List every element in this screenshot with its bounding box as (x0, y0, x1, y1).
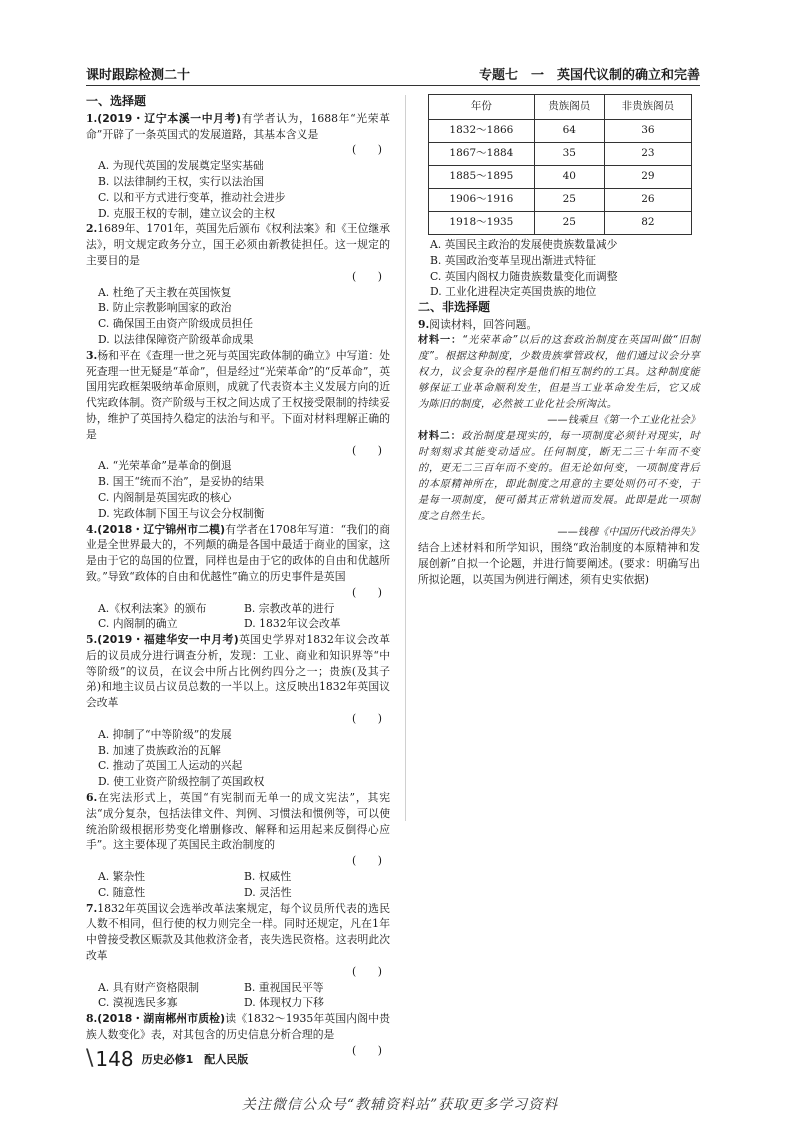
table-cell: 1885～1895 (429, 166, 535, 189)
material-citation: ——钱穆《中国历代政治得失》 (557, 526, 700, 538)
option-c: C. 推动了英国工人运动的兴起 (98, 759, 243, 773)
table-cell: 23 (604, 143, 691, 166)
question-intro: 阅读材料，回答问题。 (429, 317, 538, 331)
question-source: (2018・辽宁锦州市二模) (97, 522, 226, 536)
table-cell: 1918～1935 (429, 212, 535, 235)
answer-paren: ( ) (351, 269, 382, 283)
question-stem (86, 111, 390, 158)
option-a: A. 具有财产资格限制 (98, 980, 200, 994)
question-5 (86, 632, 390, 790)
answer-paren: ( ) (351, 143, 382, 157)
page-slash-icon: \ (86, 1046, 94, 1071)
question-2 (86, 221, 390, 347)
question-number: 7. (86, 901, 98, 915)
option-d: D. 使工业资产阶级控制了英国政权 (98, 775, 265, 789)
question-stem (86, 901, 390, 980)
question-6 (86, 790, 390, 901)
header-left-title: 课时跟踪检测二十 (86, 68, 191, 83)
table-cell: 25 (534, 212, 604, 235)
option-d: D. 体现权力下移 (244, 996, 324, 1010)
question-number: 6. (86, 791, 98, 805)
question-number: 5. (86, 633, 98, 647)
option-row (86, 616, 390, 632)
question-text: 有学者在1708年写道：“我们的商业是全世界最大的，不列颠的确是各国中最适于商业的国家，这是由于它的岛国的位置，同样也是由于它的政体的自由和优越所致。”导致“政体的自由和优越性”确立的历史事件是英国 (86, 522, 391, 583)
watermark-text: 关注微信公众号“教辅资料站”获取更多学习资料 (241, 1097, 559, 1113)
answer-paren: ( ) (351, 964, 382, 978)
table-header-row (429, 95, 692, 120)
table-cell: 1867～1884 (429, 143, 535, 166)
option-row (86, 980, 390, 996)
question-number: 4. (86, 522, 98, 536)
option-a: A. “光荣革命”是革命的倒退 (98, 459, 232, 473)
material-label: 材料二： (418, 430, 462, 442)
question-stem (418, 317, 700, 333)
question-3 (86, 348, 390, 522)
option-a: A. 为现代英国的发展奠定坚实基础 (98, 159, 264, 173)
table-cell: 35 (534, 143, 604, 166)
option-d: D. 1832年议会改革 (244, 617, 341, 631)
question-source: (2018・湖南郴州市质检) (97, 1012, 226, 1026)
cabinet-nobility-table (428, 94, 692, 235)
question-text: 1689年、1701年，英国先后颁布《权利法案》和《王位继承法》，明文规定政务分立，国王必须由新教徒担任。这一规定的主要目的是 (86, 222, 390, 267)
question-number: 9. (418, 317, 430, 331)
table-header-cell: 年份 (429, 95, 535, 120)
question-number: 2. (86, 222, 98, 236)
material-citation: ——钱乘旦《第一个工业化社会》 (547, 414, 700, 426)
q8-option-d: D. 工业化进程决定英国贵族的地位 (430, 285, 597, 299)
option-a: A.《权利法案》的颁布 (98, 601, 207, 615)
option-b: B. 防止宗教影响国家的政治 (98, 301, 232, 315)
material-two (418, 429, 700, 525)
material-text: “光荣革命”以后的这套政治制度在英国叫做“旧制度”。根据这种制度，少数贵族掌管政权，他们通过议会分享权力，议会复杂的程序是他们相互制约的工具。这种制度能够保证工业革命顺利发生，但是当工业革命发生后，它又成为陈旧的制度，必然被工业化社会所淘汰。 (418, 334, 701, 410)
q8-option-c: C. 英国内阁权力随贵族数量变化而调整 (430, 269, 618, 283)
option-row (86, 885, 390, 901)
table-cell: 82 (604, 212, 691, 235)
question-stem (86, 221, 390, 284)
book-title: 历史必修1 配人民版 (141, 1052, 249, 1066)
option-row (86, 601, 390, 617)
option-c: C. 漠视选民多寡 (98, 996, 178, 1010)
page-footer (86, 1046, 248, 1071)
question-7 (86, 901, 390, 1012)
answer-paren: ( ) (351, 1043, 382, 1057)
option-c: C. 内阁制的确立 (98, 617, 178, 631)
table-row (429, 166, 692, 189)
option-b: B. 以法律制约王权，实行以法治国 (98, 174, 264, 188)
option-d: D. 以法律保障资产阶级革命成果 (98, 332, 254, 346)
page-number: 148 (95, 1046, 134, 1071)
material-one (418, 333, 700, 413)
question-source: (2019・辽宁本溪一中月考) (97, 111, 242, 125)
table-row (429, 212, 692, 235)
question-stem (86, 790, 390, 869)
option-b: B. 重视国民平等 (244, 980, 324, 994)
section-title-nonchoice: 二、非选择题 (418, 300, 491, 315)
question-stem (86, 522, 390, 601)
answer-paren: ( ) (351, 712, 382, 726)
option-c: C. 以和平方式进行变革，推动社会进步 (98, 190, 286, 204)
question-text: 英国史学界对1832年议会改革后的议员成分进行调查分析，发现：工业、商业和知识界等“中等阶级”的议员，在议会中所占比例约四分之一；贵族(及其子弟)和地主议员占议员总数的一半以上。这反映出1832年英国议会改革 (86, 633, 390, 710)
option-c: C. 随意性 (98, 885, 146, 899)
header-divider (86, 85, 700, 86)
table-cell: 1906～1916 (429, 189, 535, 212)
table-row (429, 143, 692, 166)
material-text: 政治制度是现实的，每一项制度必须针对现实，时时刻刻求其能变动适应。任何制度，断无二三十年而不变的，更无二三百年而不变的。但无论如何变，一项制度背后的本原精神所在，即此制度之用意的主要处则仍可不变，于是每一项制度，便可循其正常轨道而发展。此即是此一项制度之自然生长。 (418, 430, 700, 522)
answer-paren: ( ) (351, 443, 382, 457)
option-b: B. 国王“统而不治”，是妥协的结果 (98, 475, 265, 489)
question-stem (86, 632, 390, 727)
table-header-cell: 非贵族阁员 (604, 95, 691, 120)
question-text: 读《1832～1935年英国内阁中贵族人数变化》表，对其包含的历史信息分析合理的是 (86, 1012, 390, 1042)
question-text: 杨和平在《查理一世之死与英国宪政体制的确立》中写道：处死查理一世无疑是“革命”，但是经过“光荣革命”的“反革命”，英国用宪政框架吸纳革命原则，成就了代表资本主义发展方向的近代宪政体制。资产阶级与王权之间达成了王权接受限制的持续妥协，维护了英国持久稳定的法治与和平。下面对材料理解正确的是 (86, 348, 390, 441)
right-column (418, 94, 700, 588)
question-source: (2019・福建华安一中月考) (97, 633, 239, 647)
table-header-cell: 贵族阁员 (534, 95, 604, 120)
option-d: D. 宪政体制下国王与议会分权制衡 (98, 506, 265, 520)
question-text: 有学者认为，1688年“光荣革命”开辟了一条英国式的发展道路，其基本含义是 (86, 111, 391, 141)
question-1 (86, 111, 390, 222)
question-text: 1832年英国议会选举改革法案规定，每个议员所代表的选民人数不相同，但行使的权力则完全一样。同时还规定，凡在1年中曾接受教区赈款及其他救济金者，丧失选民资格。这表明此次改革 (86, 901, 390, 963)
option-c: C. 确保国王由资产阶级成员担任 (98, 317, 254, 331)
option-a: A. 抑制了“中等阶级”的发展 (98, 727, 232, 741)
table-cell: 40 (534, 166, 604, 189)
left-column (86, 94, 390, 1059)
question-stem (86, 348, 390, 459)
option-b: B. 宗教改革的进行 (244, 601, 335, 615)
option-c: C. 内阁制是英国宪政的核心 (98, 490, 232, 504)
option-a: A. 杜绝了天主教在英国恢复 (98, 285, 232, 299)
q8-option-b: B. 英国政治变革呈现出渐进式特征 (430, 253, 596, 267)
header-right-title: 专题七 一 英国代议制的确立和完善 (478, 68, 700, 83)
table-row (429, 120, 692, 143)
column-divider (405, 95, 406, 821)
q8-option-a: A. 英国民主政治的发展使贵族数量减少 (430, 238, 618, 251)
option-a: A. 繁杂性 (98, 870, 146, 884)
option-d: D. 灵活性 (244, 885, 292, 899)
answer-paren: ( ) (351, 854, 382, 868)
table-row (429, 189, 692, 212)
question-task: 结合上述材料和所学知识，围绕“政治制度的本原精神和发展创新”自拟一个论题，并进行简要阐述。(要求：明确写出所拟论题，以英国为例进行阐述，须有史实依据) (418, 541, 700, 586)
option-b: B. 权威性 (244, 870, 292, 884)
table-cell: 26 (604, 189, 691, 212)
table-cell: 25 (534, 189, 604, 212)
question-number: 1. (86, 111, 98, 125)
question-text: 在宪法形式上，英国“有宪制而无单一的成文宪法”，其宪法“成分复杂，包括法律文件、判例、习惯法和惯例等，可以使统治阶级根据形势变化增删修改、解释和运用起来反倒得心应手”。这主要体现了英国民主政治制度的 (86, 791, 390, 852)
section-title-choice: 一、选择题 (86, 94, 147, 108)
question-4 (86, 522, 390, 633)
answer-paren: ( ) (351, 585, 382, 599)
option-b: B. 加速了贵族政治的瓦解 (98, 743, 221, 757)
option-row (86, 995, 390, 1011)
table-cell: 64 (534, 120, 604, 143)
table-cell: 36 (604, 120, 691, 143)
option-row (86, 869, 390, 885)
table-cell: 29 (604, 166, 691, 189)
question-number: 3. (86, 348, 98, 362)
table-cell: 1832～1866 (429, 120, 535, 143)
option-d: D. 克服王权的专制，建立议会的主权 (98, 206, 276, 220)
question-number: 8. (86, 1012, 98, 1026)
question-9 (418, 317, 700, 588)
material-label: 材料一： (418, 334, 463, 346)
